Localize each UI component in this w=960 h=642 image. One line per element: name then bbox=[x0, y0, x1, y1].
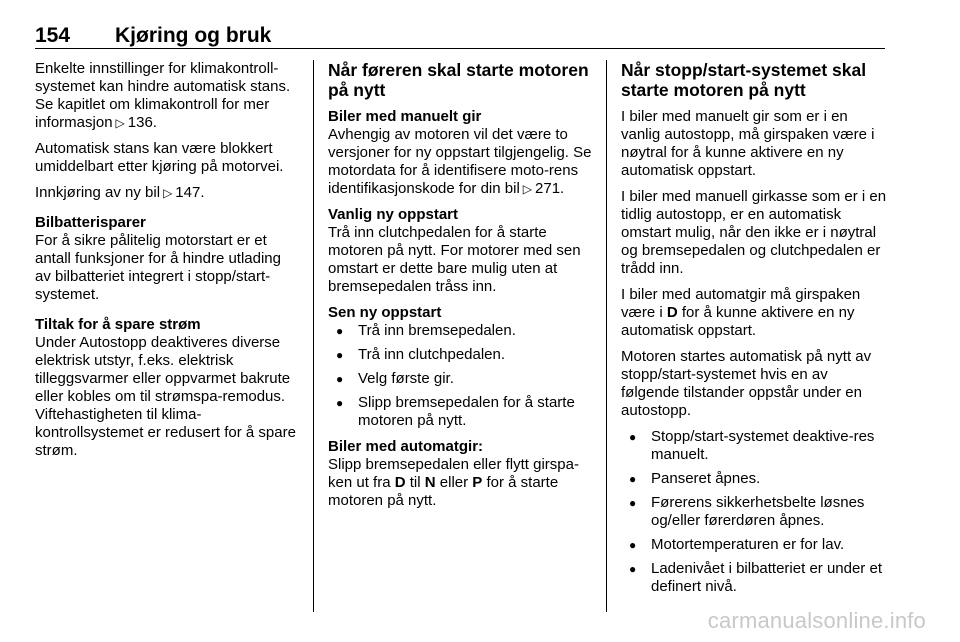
bullet-list bbox=[328, 322, 594, 430]
subheading: Sen ny oppstart bbox=[328, 304, 442, 321]
subheading: Bilbatterisparer bbox=[35, 214, 146, 231]
column-divider bbox=[606, 60, 607, 612]
paragraph: Avhengig av motoren vil det være to versjoner for ny oppstart tilgjengelig. Se motordata for å identifisere moto-rens identifikasjonskode for din bil ▷ 271. bbox=[328, 126, 592, 197]
column-divider bbox=[313, 60, 314, 612]
column-3 bbox=[621, 60, 887, 604]
paragraph: Automatisk stans kan være blokkert umiddelbart etter kjøring på motorvei. bbox=[35, 140, 284, 175]
paragraph: Slipp bremsepedalen eller flytt girspa-ken ut fra D til N eller P for å starte motoren på nytt. bbox=[328, 456, 579, 509]
paragraph: Under Autostopp deaktiveres diverse elektrisk utstyr, f.eks. elektrisk tilleggsvarmer eller oppvarmet bakrute eller kobles om til strømspa-remodus. Viftehastigheten til klima-kontrollsystemet er redusert for å spare strøm. bbox=[35, 334, 296, 459]
section-title: Når føreren skal starte motoren på nytt bbox=[328, 60, 589, 100]
list-item: ● Velg første gir. bbox=[328, 370, 594, 388]
subheading: Tiltak for å spare strøm bbox=[35, 316, 201, 333]
page-reference: 136. bbox=[127, 114, 157, 131]
page-reference-icon: ▷ bbox=[115, 116, 125, 130]
subheading: Biler med automatgir: bbox=[328, 438, 484, 455]
page-reference-icon: ▷ bbox=[522, 182, 533, 196]
list-item: ● Stopp/start-systemet deaktive-res manuelt. bbox=[621, 428, 887, 464]
column-2 bbox=[328, 60, 594, 518]
list-item: ● Panseret åpnes. bbox=[621, 470, 887, 488]
page-header bbox=[35, 18, 885, 49]
column-1 bbox=[35, 60, 297, 468]
list-item: ● Trå inn clutchpedalen. bbox=[328, 346, 594, 364]
page-reference-icon: ▷ bbox=[163, 186, 173, 200]
page-reference: 147. bbox=[175, 184, 205, 201]
chapter-title: Kjøring og bruk bbox=[115, 24, 272, 47]
page-number: 154 bbox=[35, 24, 71, 47]
list-item: ● Motortemperaturen er for lav. bbox=[621, 536, 887, 554]
list-item: ● Slipp bremsepedalen for å starte motoren på nytt. bbox=[328, 394, 594, 430]
paragraph: Innkjøring av ny bil ▷ 147. bbox=[35, 184, 205, 201]
list-item: ● Førerens sikkerhetsbelte løsnes og/eller førerdøren åpnes. bbox=[621, 494, 887, 530]
subheading: Vanlig ny oppstart bbox=[328, 206, 459, 223]
paragraph: Trå inn clutchpedalen for å starte motoren på nytt. For motorer med sen omstart er dette bare mulig uten at bremsepedalen tråss inn. bbox=[328, 224, 581, 295]
subheading: Biler med manuelt gir bbox=[328, 108, 482, 125]
paragraph: Motoren startes automatisk på nytt av stopp/start-systemet hvis en av følgende tilstander oppstår under en autostopp. bbox=[621, 348, 872, 419]
list-item: ● Ladenivået i bilbatteriet er under et definert nivå. bbox=[621, 560, 887, 596]
paragraph: Enkelte innstillinger for klimakontroll-systemet kan hindre automatisk stans. Se kapitlet om klimakontroll for mer informasjon ▷ 136. bbox=[35, 60, 291, 131]
paragraph: I biler med automatgir må girspaken være i D for å kunne aktivere en ny automatisk oppstart. bbox=[621, 286, 861, 339]
paragraph: I biler med manuelt gir som er i en vanlig autostopp, må girspaken være i nøytral for å kunne aktivere en ny automatisk oppstart. bbox=[621, 108, 875, 179]
bullet-list bbox=[621, 428, 887, 596]
list-item: ● Trå inn bremsepedalen. bbox=[328, 322, 594, 340]
watermark: carmanualsonline.info bbox=[707, 608, 926, 633]
paragraph: I biler med manuell girkasse som er i en tidlig autostopp, er en automatisk omstart mulig, når den ikke er i nøytral og bremsepedalen og clutchpedalen er trådd inn. bbox=[621, 188, 887, 277]
page-reference: 271. bbox=[535, 180, 565, 197]
section-title: Når stopp/start-systemet skal starte motoren på nytt bbox=[621, 60, 867, 100]
paragraph: For å sikre pålitelig motorstart er et antall funksjoner for å hindre utlading av bilbatteriet integrert i stopp/start-systemet. bbox=[35, 232, 281, 303]
